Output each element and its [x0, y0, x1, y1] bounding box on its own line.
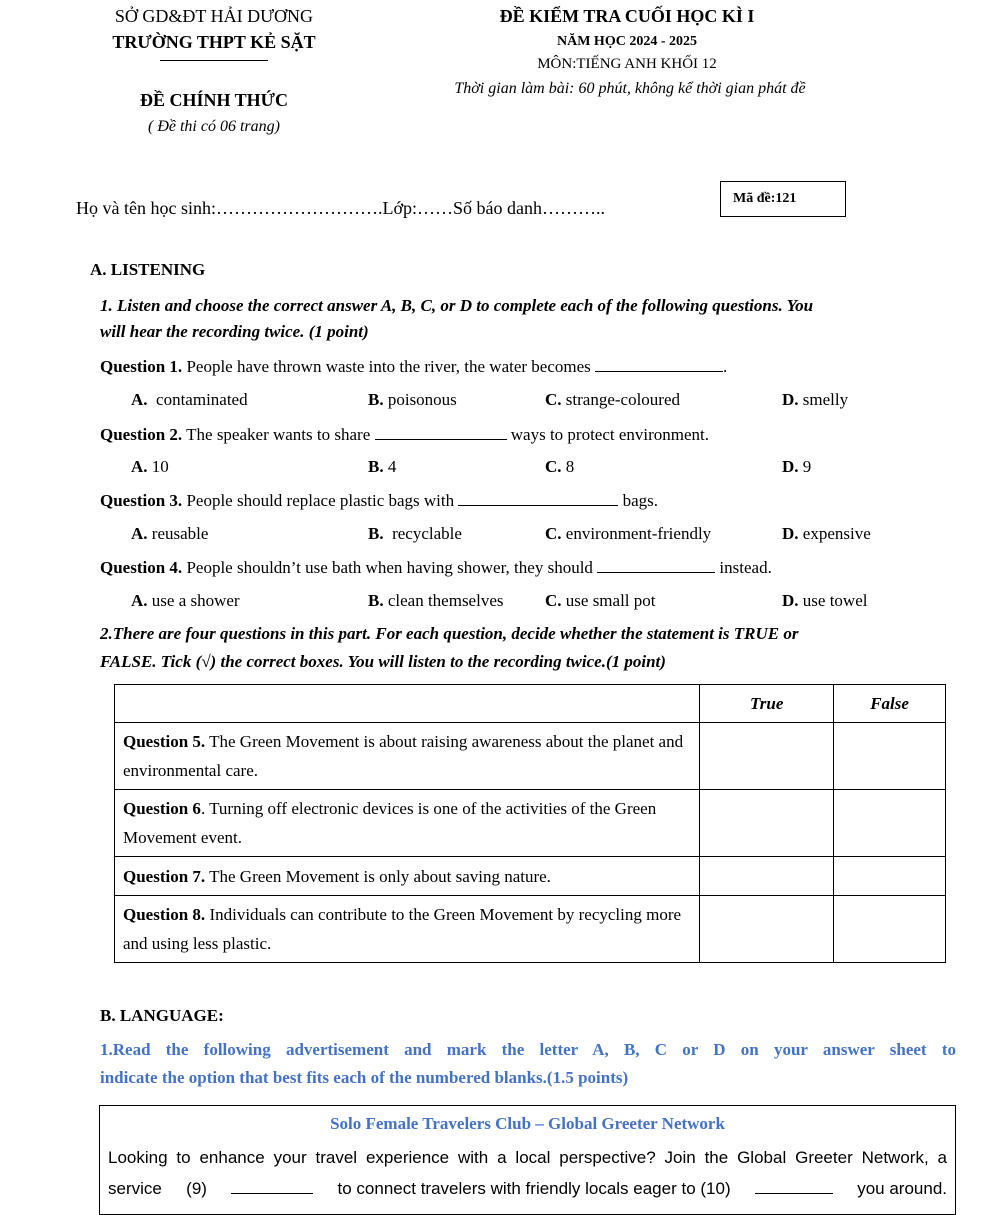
time-allowed: Thời gian làm bài: 60 phút, không kể thời gian phát đề — [454, 80, 806, 97]
answer-blank — [231, 1178, 313, 1194]
option-b — [368, 524, 462, 544]
option-letter: D. — [782, 457, 799, 476]
question-text: People have thrown waste into the river, the water becomes — [186, 357, 591, 376]
section-b-instruction-line2: indicate the option that best fits each of the numbered blanks.(1.5 points) — [100, 1068, 629, 1087]
option-text: use towel — [802, 591, 868, 610]
true-false-table — [114, 684, 946, 963]
question-2 — [100, 424, 709, 445]
statement-label: Question 8. — [123, 905, 206, 924]
option-a — [131, 390, 248, 410]
question-text-end: bags. — [622, 491, 659, 510]
ad-text: to connect travelers with friendly locals eager to (10) — [337, 1179, 731, 1198]
advertisement-box — [99, 1105, 956, 1215]
part2-instruction-line2: FALSE. Tick (√) the correct boxes. You will listen to the recording twice.(1 point) — [100, 652, 666, 671]
advertisement-title: Solo Female Travelers Club – Global Greeter Network — [330, 1114, 725, 1133]
option-letter: B. — [368, 457, 384, 476]
option-text: clean themselves — [387, 591, 504, 610]
option-text: recyclable — [392, 524, 462, 543]
option-text: contaminated — [156, 390, 248, 409]
false-checkbox-cell[interactable] — [834, 857, 946, 896]
statement-label: Question 7. — [123, 866, 206, 886]
subject-line: MÔN:TIẾNG ANH KHỐI 12 — [537, 56, 717, 72]
statement-label: Question 5. — [123, 732, 206, 751]
part1-instruction-line2: will hear the recording twice. (1 point) — [100, 322, 369, 341]
option-letter: B. — [368, 591, 384, 610]
answer-blank — [595, 356, 723, 372]
option-letter: C. — [545, 524, 562, 543]
question-text-end: ways to protect environment. — [510, 425, 710, 444]
option-letter: D. — [782, 591, 799, 610]
false-checkbox-cell[interactable] — [834, 896, 946, 963]
option-b — [368, 591, 504, 611]
option-text: strange-coloured — [565, 390, 681, 409]
statement-text: The Green Movement is about raising awareness about the planet and environmental care. — [123, 732, 684, 780]
option-letter: D. — [782, 390, 799, 409]
option-d — [782, 591, 867, 611]
official-label: ĐỀ CHÍNH THỨC — [139, 90, 289, 110]
option-letter: A. — [131, 591, 148, 610]
option-letter: B. — [368, 390, 384, 409]
department-name: SỞ GD&ĐT HẢI DƯƠNG — [114, 6, 314, 26]
advertisement-line-2 — [108, 1178, 947, 1199]
question-text: The speaker wants to share — [186, 425, 371, 444]
false-checkbox-cell[interactable] — [834, 790, 946, 857]
statement-cell — [115, 723, 700, 790]
section-a-title: A. LISTENING — [90, 260, 206, 279]
true-checkbox-cell[interactable] — [700, 896, 834, 963]
part2-instruction-line1: 2.There are four questions in this part. For each question, decide whether the statement is TRUE or — [100, 624, 799, 643]
option-b — [368, 390, 457, 410]
answer-blank — [755, 1178, 833, 1194]
question-4 — [100, 557, 772, 578]
option-d — [782, 390, 848, 410]
section-b-instruction-line1: 1.Read the following advertisement and mark the letter A, B, C or D on your answer sheet to — [100, 1040, 956, 1059]
option-text: 9 — [802, 457, 812, 476]
school-year: NĂM HỌC 2024 - 2025 — [557, 34, 697, 49]
statement-text: . Turning off electronic devices is one of the activities of the Green Movement event. — [123, 799, 657, 847]
option-letter: A. — [131, 390, 148, 409]
exam-code-box — [720, 181, 846, 217]
true-checkbox-cell[interactable] — [700, 857, 834, 896]
option-text: 4 — [387, 457, 397, 476]
page-count: ( Đề thi có 06 trang) — [148, 118, 280, 135]
option-letter: C. — [545, 591, 562, 610]
option-a — [131, 591, 240, 611]
statement-text: The Green Movement is only about saving nature. — [205, 866, 551, 886]
option-text: smelly — [802, 390, 849, 409]
option-letter: C. — [545, 457, 562, 476]
option-text: use small pot — [565, 591, 656, 610]
option-letter: C. — [545, 390, 562, 409]
question-text: People should replace plastic bags with — [186, 491, 455, 510]
true-checkbox-cell[interactable] — [700, 790, 834, 857]
question-label: Question 2. — [100, 425, 183, 444]
option-d — [782, 457, 811, 477]
school-underline — [160, 60, 268, 61]
question-label: Question 1. — [100, 357, 183, 376]
question-text: People shouldn’t use bath when having shower, they should — [186, 558, 593, 577]
option-text: use a shower — [151, 591, 240, 610]
statement-cell — [115, 857, 700, 896]
question-text-end: instead. — [719, 558, 772, 577]
option-a — [131, 524, 208, 544]
exam-code: Mã đề:121 — [733, 191, 797, 206]
option-text: environment-friendly — [565, 524, 712, 543]
question-1 — [100, 356, 727, 377]
table-row — [115, 790, 946, 857]
answer-blank — [458, 490, 618, 506]
table-header-statement — [115, 685, 700, 723]
option-text: 8 — [565, 457, 575, 476]
table-header-false: False — [834, 685, 946, 723]
answer-blank — [375, 424, 507, 440]
option-c — [545, 524, 711, 544]
question-label: Question 4. — [100, 558, 183, 577]
question-text-end: . — [723, 357, 728, 376]
option-letter: B. — [368, 524, 384, 543]
student-info-line: Họ và tên học sinh:……………………….Lớp:……Số báo danh……….. — [76, 198, 605, 218]
statement-cell — [115, 790, 700, 857]
option-c — [545, 591, 656, 611]
option-c — [545, 390, 680, 410]
table-row — [115, 723, 946, 790]
statement-label: Question 6 — [123, 799, 201, 818]
exam-title: ĐỀ KIỂM TRA CUỐI HỌC KÌ I — [499, 6, 755, 26]
option-c — [545, 457, 574, 477]
option-letter: A. — [131, 457, 148, 476]
option-b — [368, 457, 396, 477]
option-d — [782, 524, 871, 544]
statement-cell — [115, 896, 700, 963]
option-a — [131, 457, 169, 477]
table-header-row — [115, 685, 946, 723]
ad-text: you around. — [857, 1179, 947, 1198]
question-3 — [100, 490, 658, 511]
advertisement-line-1: Looking to enhance your travel experience with a local perspective? Join the Global Greeter Network, a — [108, 1148, 947, 1167]
false-checkbox-cell[interactable] — [834, 723, 946, 790]
part1-instruction-line1: 1. Listen and choose the correct answer A, B, C, or D to complete each of the following questions. You — [100, 296, 814, 315]
option-letter: D. — [782, 524, 799, 543]
section-b-title: B. LANGUAGE: — [100, 1006, 224, 1025]
option-letter: A. — [131, 524, 148, 543]
question-label: Question 3. — [100, 491, 183, 510]
option-text: 10 — [151, 457, 169, 476]
school-name: TRƯỜNG THPT KẺ SẶT — [112, 32, 316, 52]
option-text: reusable — [151, 524, 209, 543]
option-text: poisonous — [387, 390, 457, 409]
option-text: expensive — [802, 524, 871, 543]
answer-blank — [597, 557, 715, 573]
statement-text: Individuals can contribute to the Green Movement by recycling more and using less plastic. — [123, 905, 682, 953]
ad-blank-number: (9) — [186, 1179, 207, 1198]
ad-text: service — [108, 1179, 162, 1198]
true-checkbox-cell[interactable] — [700, 723, 834, 790]
table-header-true: True — [700, 685, 834, 723]
table-row — [115, 857, 946, 896]
table-row — [115, 896, 946, 963]
